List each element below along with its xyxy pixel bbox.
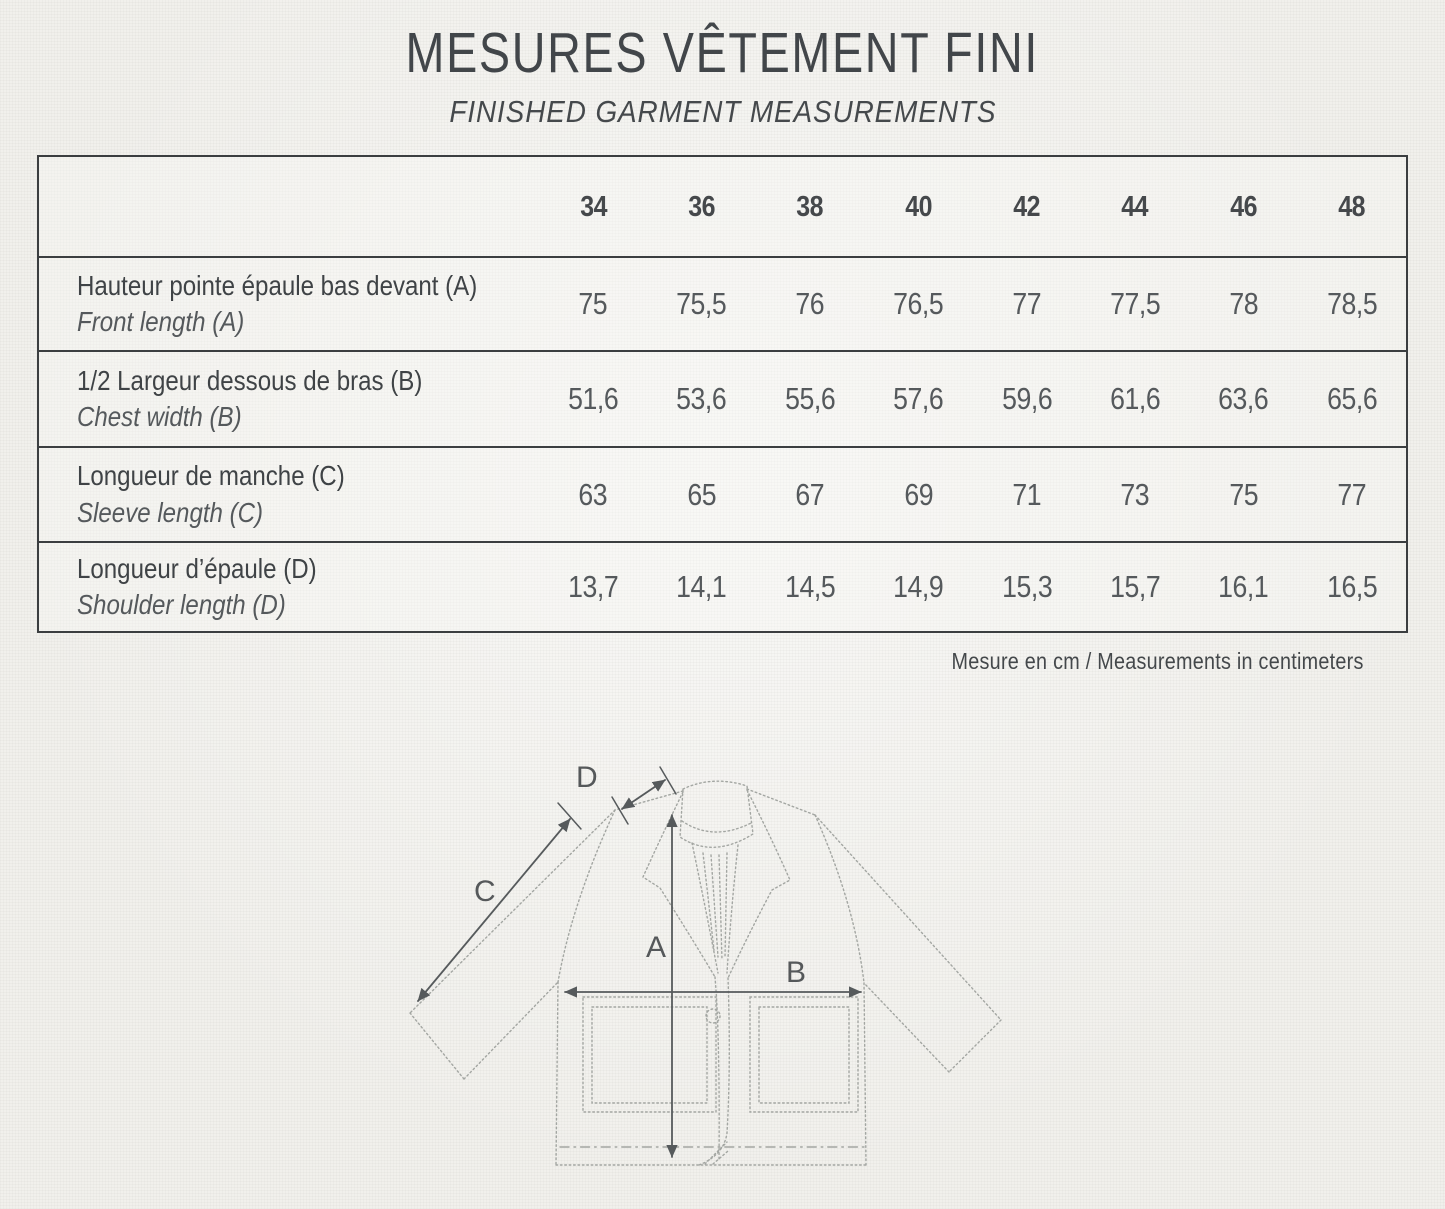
label-chest-width: B <box>786 956 808 989</box>
measurement-value: 14,1 <box>676 569 727 604</box>
measurement-value: 63 <box>539 448 647 543</box>
right-front-edge <box>699 978 729 1165</box>
size-col-header: 44 <box>1081 157 1189 258</box>
measurement-value: 77 <box>1298 448 1406 543</box>
row-label-front-length: Hauteur pointe épaule bas devant (A) Front length (A) <box>39 258 539 352</box>
garment-diagram <box>400 735 1050 1209</box>
measurement-value: 75 <box>1189 448 1297 543</box>
measurement-value: 61,6 <box>1081 352 1189 448</box>
size-col-header: 38 <box>756 157 864 258</box>
right-sleeve-under-seam <box>864 983 949 1072</box>
measurement-value: 53,6 <box>647 352 755 448</box>
measurement-value: 76,5 <box>864 258 972 352</box>
shoulder-length-arrow <box>622 780 665 809</box>
row-label-chest-width: 1/2 Largeur dessous de bras (B) Chest width (B) <box>39 352 539 448</box>
units-note: Mesure en cm / Measurements in centimeters <box>951 648 1364 674</box>
size-col-header: 34 <box>539 157 647 258</box>
header-spacer <box>39 157 539 258</box>
size-col-header: 46 <box>1189 157 1297 258</box>
title-block <box>0 20 1445 130</box>
measurement-value: 13,7 <box>568 569 619 604</box>
measurement-value: 59,6 <box>973 352 1081 448</box>
measurement-value: 67 <box>756 448 864 543</box>
measurement-value: 57,6 <box>864 352 972 448</box>
measurement-value: 73 <box>1081 448 1189 543</box>
measurement-value: 76 <box>756 258 864 352</box>
left-armhole <box>558 810 615 982</box>
sleeve-length-arrow <box>418 819 570 1001</box>
size-col-header: 40 <box>864 157 972 258</box>
collar-band-crease <box>682 821 751 832</box>
left-pocket-inner <box>592 1007 707 1103</box>
page-title: MESURES VÊTEMENT FINI <box>405 21 1040 85</box>
sleeve-measure-tick <box>558 803 581 829</box>
measurement-value: 16,1 <box>1218 569 1269 604</box>
left-sleeve-upper-seam <box>410 810 615 1013</box>
right-side-seam <box>864 983 866 1165</box>
measurement-value: 15,3 <box>1001 569 1052 604</box>
measurement-value: 63,6 <box>1189 352 1297 448</box>
row-label-sleeve-length: Longueur de manche (C) Sleeve length (C) <box>39 448 539 543</box>
shoulder-measure-tick <box>660 767 676 794</box>
measurement-value: 75,5 <box>647 258 755 352</box>
left-pocket <box>583 997 716 1112</box>
measurement-value: 65,6 <box>1298 352 1406 448</box>
inner-v-right <box>727 845 738 973</box>
jacket-outline <box>410 781 1001 1165</box>
measurements-table <box>37 155 1408 633</box>
measurement-value: 77 <box>973 258 1081 352</box>
collar <box>680 781 753 847</box>
label-sleeve-length: C <box>474 875 497 908</box>
measurement-value: 77,5 <box>1081 258 1189 352</box>
left-sleeve-under-seam <box>464 982 558 1079</box>
size-col-header: 48 <box>1298 157 1406 258</box>
placket-line <box>725 853 727 957</box>
placket-line <box>711 855 718 957</box>
left-sleeve-cuff <box>410 1013 464 1079</box>
row-label-shoulder-length: Longueur d’épaule (D) Shoulder length (D) <box>77 552 317 620</box>
right-pocket <box>750 997 858 1112</box>
jacket-line-art <box>400 735 1050 1209</box>
right-sleeve-cuff <box>949 1020 1001 1072</box>
left-side-seam <box>556 982 558 1165</box>
measurement-value: 65 <box>647 448 755 543</box>
measurement-value: 14,5 <box>784 569 836 604</box>
size-col-header: 36 <box>647 157 755 258</box>
front-overlap-detail <box>705 1142 728 1164</box>
label-front-length: A <box>646 931 668 964</box>
measurement-value: 15,7 <box>1109 569 1161 604</box>
measurement-value: 55,6 <box>756 352 864 448</box>
measurement-value: 16,5 <box>1326 569 1377 604</box>
right-sleeve-upper-seam <box>815 815 1001 1020</box>
measurement-value: 51,6 <box>539 352 647 448</box>
measurement-value: 14,9 <box>893 569 944 604</box>
right-pocket-inner <box>759 1007 849 1103</box>
placket-line <box>719 855 722 960</box>
measurement-value: 71 <box>973 448 1081 543</box>
label-shoulder-length: D <box>576 761 599 794</box>
size-col-header: 42 <box>973 157 1081 258</box>
right-lapel <box>728 790 790 978</box>
measurement-value: 78,5 <box>1298 258 1406 352</box>
measurement-value: 78 <box>1189 258 1297 352</box>
measurement-value: 69 <box>864 448 972 543</box>
page-subtitle: FINISHED GARMENT MEASUREMENTS <box>449 94 996 129</box>
right-armhole <box>815 815 864 983</box>
measurement-value: 75 <box>539 258 647 352</box>
placket-line <box>703 853 714 950</box>
